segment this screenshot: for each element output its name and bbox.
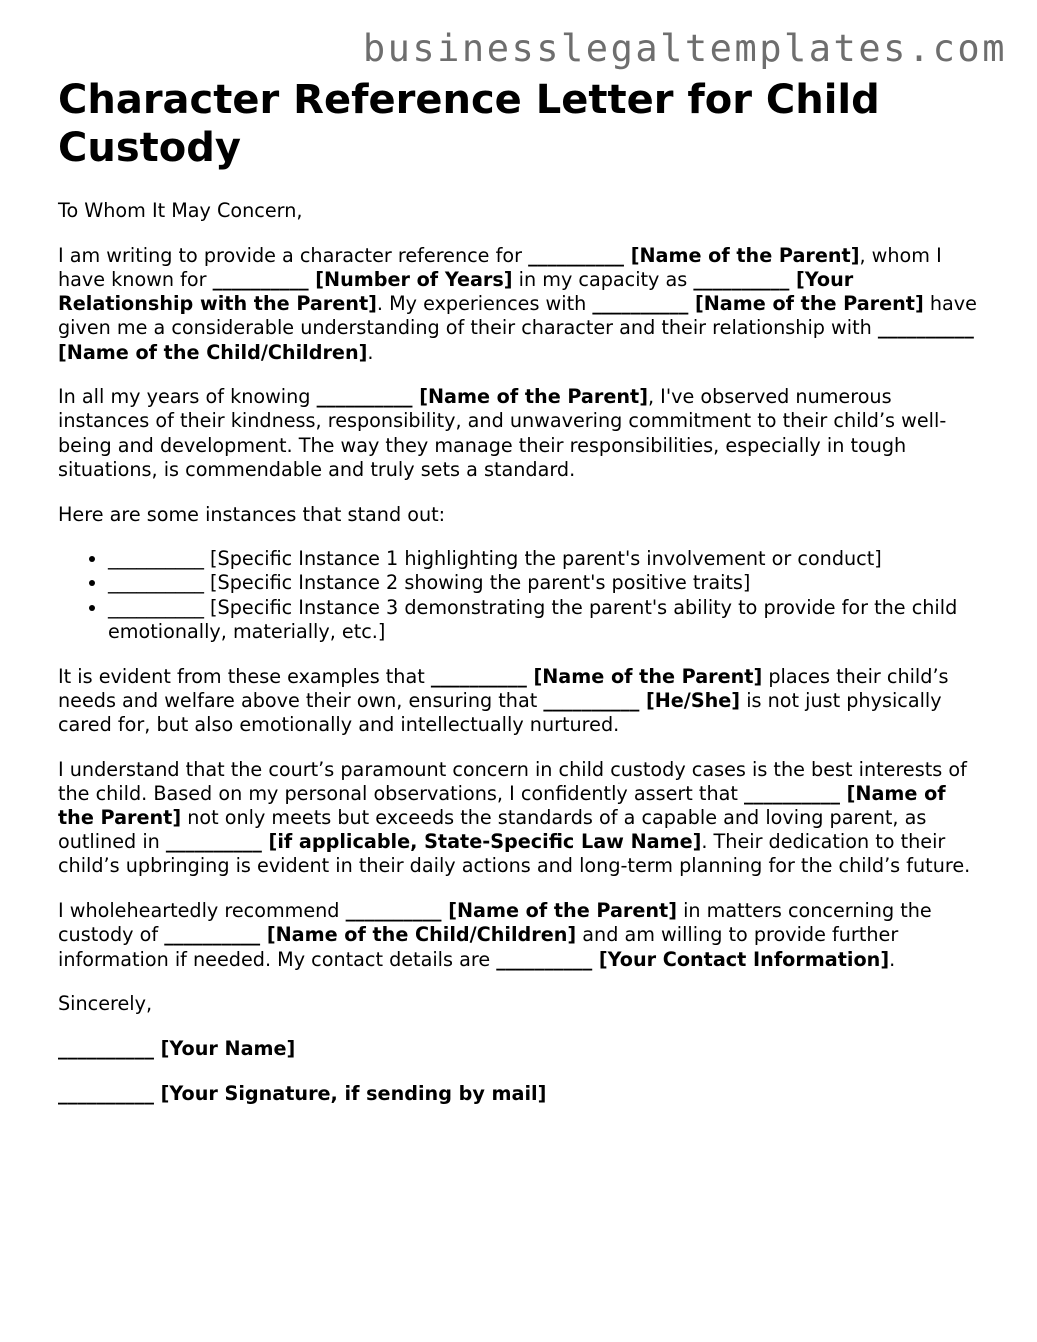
signature-name-line: __________ [Your Name]: [58, 1036, 296, 1060]
evident-paragraph: It is evident from these examples that __________ [Name of the Parent] places their child’s needs and welfare above their own, ensuring that __________ [He/She] is not just physically cared for, but also emotionally and intellectually nurtured.: [58, 664, 949, 736]
list-item: • __________ [Specific Instance 1 highlighting the parent's involvement or conduct]: [108, 547, 988, 571]
blank-line: __________: [744, 781, 840, 805]
instances-list: [58, 547, 988, 644]
signature-line: __________ [Your Signature, if sending by mail]: [58, 1081, 547, 1105]
recommend-paragraph: I wholeheartedly recommend __________ [Name of the Parent] in matters concerning the custody of __________ [Name of the Child/Children] and am willing to provide further information if needed. My contact details are __________ [Your Contact Information].: [58, 899, 932, 971]
blank-line: __________: [58, 1081, 154, 1105]
blank-line: __________: [108, 595, 204, 619]
list-item: • __________ [Specific Instance 3 demonstrating the parent's ability to provide for the child emotionally, materially, etc.]: [108, 596, 988, 644]
closing: Sincerely,: [58, 992, 153, 1016]
greeting: To Whom It May Concern,: [58, 199, 303, 222]
document-body: [58, 76, 988, 1126]
blank-line: __________: [528, 243, 625, 267]
blank-line: __________: [165, 830, 262, 854]
blank-line: __________: [345, 899, 442, 923]
intro-paragraph: I am writing to provide a character reference for __________ [Name of the Parent], whom I have known for __________ [Number of Years] in my capacity as __________ [Your Relationship with the Parent]. My experiences with __________ [Name of the Parent] have given me a considerable understanding of their character and their relationship with __________ [Name of the Child/Children].: [58, 243, 977, 364]
blank-line: __________: [164, 923, 261, 947]
list-item: • __________ [Specific Instance 2 showing the parent's positive traits]: [108, 571, 988, 595]
blank-line: __________: [212, 267, 309, 291]
blank-line: __________: [316, 385, 413, 409]
watermark: businesslegaltemplates.com: [362, 27, 1007, 70]
court-paragraph: I understand that the court’s paramount concern in child custody cases is the best interests of the child. Based on my personal observations, I confidently assert that __________ [Name of the Parent] not only meets but exceeds the standards of a capable and loving parent, as outlined in __________ [if applicable, State-Specific Law Name]. Their dedication to their child’s upbringing is evident in their daily actions and long-term planning for the child’s future.: [58, 757, 971, 878]
blank-line: __________: [430, 664, 527, 688]
blank-line: __________: [58, 1036, 154, 1060]
blank-line: __________: [592, 292, 689, 316]
blank-line: __________: [108, 547, 204, 571]
blank-line: __________: [693, 267, 790, 291]
blank-line: __________: [543, 688, 640, 712]
blank-line: __________: [496, 947, 593, 971]
blank-line: __________: [877, 316, 974, 340]
document-title: Character Reference Letter for Child Custody: [58, 77, 880, 171]
blank-line: __________: [108, 571, 204, 595]
years-paragraph: In all my years of knowing __________ [Name of the Parent], I've observed numerous instances of their kindness, responsibility, and unwavering commitment to their child’s well-being and development. The way they manage their responsibilities, especially in tough situations, is commendable and truly sets a standard.: [58, 385, 947, 481]
instances-intro: Here are some instances that stand out:: [58, 502, 446, 526]
